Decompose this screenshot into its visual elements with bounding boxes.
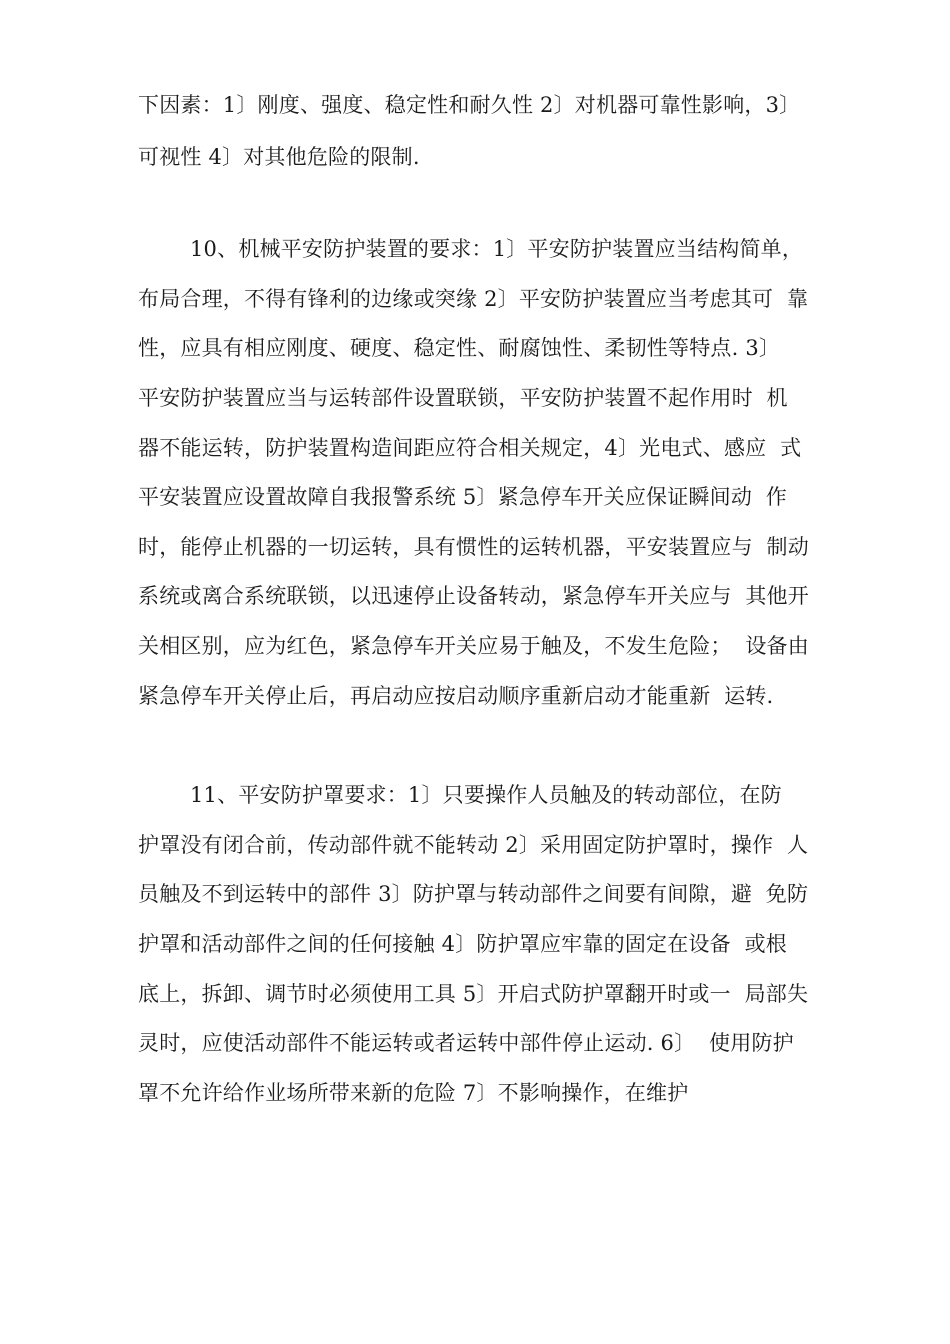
text-line: 平安装置应设置故障自我报警系统 5〕紧急停车开关应保证瞬间动 作 xyxy=(138,485,787,509)
text-line: 罩不允许给作业场所带来新的危险 7〕不影响操作，在维护 xyxy=(138,1081,689,1105)
text-line: 10、机械平安防护装置的要求：1〕平安防护装置应当结构简单， xyxy=(190,237,804,261)
text-line: 紧急停车开关停止后，再启动应按启动顺序重新启动才能重新 运转. xyxy=(138,684,774,708)
text-line: 系统或离合系统联锁，以迅速停止设备转动，紧急停车开关应与 其他开 xyxy=(138,584,809,608)
text-line: 性，应具有相应刚度、硬度、稳定性、耐腐蚀性、柔韧性等特点. 3〕 xyxy=(138,336,781,360)
text-line: 布局合理，不得有锋利的边缘或突缘 2〕平安防护装置应当考虑其可 靠 xyxy=(138,287,809,311)
text-line: 关相区别，应为红色，紧急停车开关应易于触及，不发生危险； 设备由 xyxy=(138,634,809,658)
text-line: 11、平安防护罩要求：1〕只要操作人员触及的转动部位，在防 xyxy=(190,783,782,807)
text-line: 底上，拆卸、调节时必须使用工具 5〕开启式防护罩翻开时或一 局部失 xyxy=(138,982,809,1006)
text-line: 护罩没有闭合前，传动部件就不能转动 2〕采用固定防护罩时，操作 人 xyxy=(138,833,809,857)
text-line: 平安防护装置应当与运转部件设置联锁，平安防护装置不起作用时 机 xyxy=(138,386,788,410)
text-line: 灵时，应使活动部件不能运转或者运转中部件停止运动. 6〕 使用防护 xyxy=(138,1031,794,1055)
text-line: 时，能停止机器的一切运转，具有惯性的运转机器，平安装置应与 制动 xyxy=(138,535,809,559)
text-line: 下因素：1〕刚度、强度、稳定性和耐久性 2〕对机器可靠性影响，3〕 xyxy=(138,93,801,117)
text-line: 员触及不到运转中的部件 3〕防护罩与转动部件之间要有间隙，避 免防 xyxy=(138,882,809,906)
text-line: 器不能运转，防护装置构造间距应符合相关规定，4〕光电式、感应 式 xyxy=(138,436,802,460)
text-line: 护罩和活动部件之间的任何接触 4〕防护罩应牢靠的固定在设备 或根 xyxy=(138,932,787,956)
text-line: 可视性 4〕对其他危险的限制. xyxy=(138,145,420,169)
